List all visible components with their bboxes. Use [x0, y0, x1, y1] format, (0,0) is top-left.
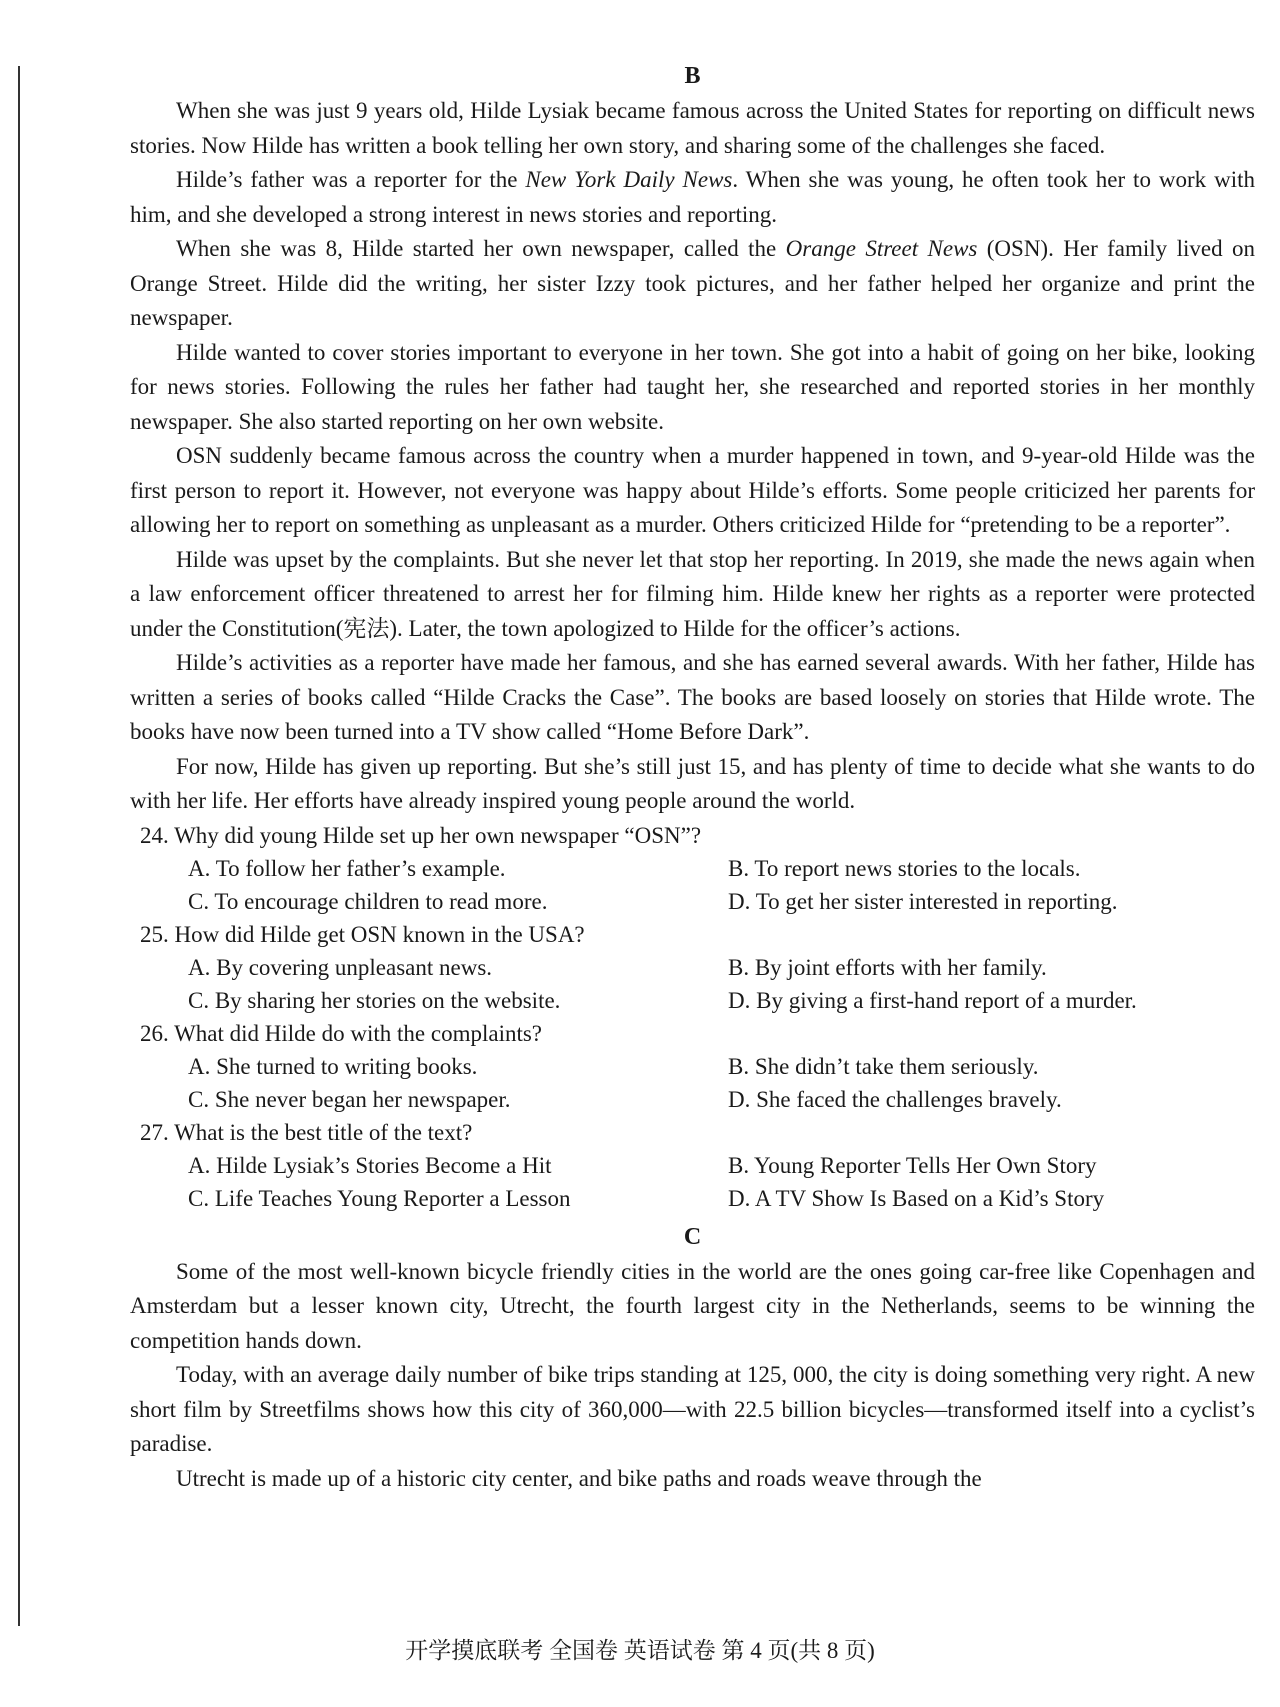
option-c: C. She never began her newspaper.	[188, 1086, 511, 1112]
passage-c-paragraph-2: Today, with an average daily number of bike trips standing at 125, 000, the city is doing something very right. A new short film by Streetfilms shows how this city of 360,000—with 22.5 billion bicycles—transformed itself into a cyclist’s paradise.	[130, 1362, 1255, 1456]
exam-page-content	[130, 58, 1255, 1496]
osn-title-italic: Orange Street News	[785, 236, 978, 261]
question-24	[130, 819, 1255, 918]
question-stem: 27. What is the best title of the text?	[140, 1119, 473, 1145]
passage-b-paragraph-8: For now, Hilde has given up reporting. But she’s still just 15, and has plenty of time to decide what she wants to do with her life. Her efforts have already inspired young people around the world.	[130, 753, 1255, 813]
question-27	[130, 1116, 1255, 1215]
option-c: C. Life Teaches Young Reporter a Lesson	[188, 1185, 571, 1211]
question-26	[130, 1017, 1255, 1116]
question-list	[130, 819, 1255, 1215]
option-c: C. To encourage children to read more.	[188, 888, 548, 914]
option-a: A. By covering unpleasant news.	[188, 954, 493, 980]
passage-b-paragraph-1: When she was just 9 years old, Hilde Lysiak became famous across the United States for reporting on difficult news stories. Now Hilde has written a book telling her own story, and sharing some of the challenges she faced.	[130, 98, 1255, 158]
passage-c-paragraph-1: Some of the most well-known bicycle friendly cities in the world are the ones going car-free like Copenhagen and Amsterdam but a lesser known city, Utrecht, the fourth largest city in the Netherlands, seems to be winning the competition hands down.	[130, 1258, 1255, 1353]
question-25	[130, 918, 1255, 1017]
option-a: A. Hilde Lysiak’s Stories Become a Hit	[188, 1152, 552, 1178]
question-stem: 24. Why did young Hilde set up her own newspaper “OSN”?	[140, 822, 702, 848]
section-c-heading: C	[683, 1223, 702, 1250]
passage-b-paragraph-6: Hilde was upset by the complaints. But she never let that stop her reporting. In 2019, she made the news again when a law enforcement officer threatened to arrest her for filming him. Hilde knew her rights as a reporter were protected under the Constitution(宪法). Later, the town apologized to Hilde for the officer’s actions.	[130, 546, 1255, 641]
option-a: A. To follow her father’s example.	[188, 855, 506, 881]
passage-c-paragraph-3: Utrecht is made up of a historic city center, and bike paths and roads weave through the	[176, 1465, 982, 1491]
section-b-heading: B	[684, 63, 701, 89]
question-stem: 25. How did Hilde get OSN known in the USA?	[140, 921, 585, 947]
option-d: D. By giving a first-hand report of a murder.	[728, 987, 1137, 1013]
passage-b-paragraph-4: Hilde wanted to cover stories important to everyone in her town. She got into a habit of going on her bike, looking for news stories. Following the rules her father had taught her, she researched and reported stories in her monthly newspaper. She also started reporting on her own website.	[130, 339, 1255, 434]
left-margin-line	[18, 66, 20, 1626]
option-c: C. By sharing her stories on the website.	[188, 987, 561, 1013]
passage-b-paragraph-2: Hilde’s father was a reporter for the New York Daily News. When she was young, he often took her to work with him, and she developed a strong interest in news stories and reporting.	[130, 167, 1256, 227]
page-footer: 开学摸底联考 全国卷 英语试卷 第 4 页(共 8 页)	[405, 1638, 875, 1663]
passage-b-paragraph-3: When she was 8, Hilde started her own newspaper, called the Orange Street News (OSN). Her family lived on Orange Street. Hilde did the writing, her sister Izzy took pictures, and her father helped her organize and print the newspaper.	[130, 236, 1255, 330]
passage-b-paragraph-5: OSN suddenly became famous across the country when a murder happened in town, and 9-year-old Hilde was the first person to report it. However, not everyone was happy about Hilde’s efforts. Some people criticized her parents for allowing her to report on something as unpleasant as a murder. Others criticized Hilde for “pretending to be a reporter”.	[130, 443, 1255, 537]
option-b: B. By joint efforts with her family.	[728, 954, 1047, 980]
question-stem: 26. What did Hilde do with the complaints?	[140, 1020, 543, 1046]
option-d: D. A TV Show Is Based on a Kid’s Story	[728, 1185, 1105, 1211]
option-b: B. Young Reporter Tells Her Own Story	[728, 1152, 1097, 1178]
newspaper-title-italic: New York Daily News	[525, 167, 733, 192]
option-b: B. To report news stories to the locals.	[728, 855, 1081, 881]
option-d: D. To get her sister interested in reporting.	[728, 888, 1118, 914]
option-a: A. She turned to writing books.	[188, 1053, 478, 1079]
option-b: B. She didn’t take them seriously.	[728, 1053, 1039, 1079]
passage-b-paragraph-7: Hilde’s activities as a reporter have made her famous, and she has earned several awards. With her father, Hilde has written a series of books called “Hilde Cracks the Case”. The books are based loosely on stories that Hilde wrote. The books have now been turned into a TV show called “Home Before Dark”.	[130, 650, 1255, 744]
option-d: D. She faced the challenges bravely.	[728, 1086, 1062, 1112]
